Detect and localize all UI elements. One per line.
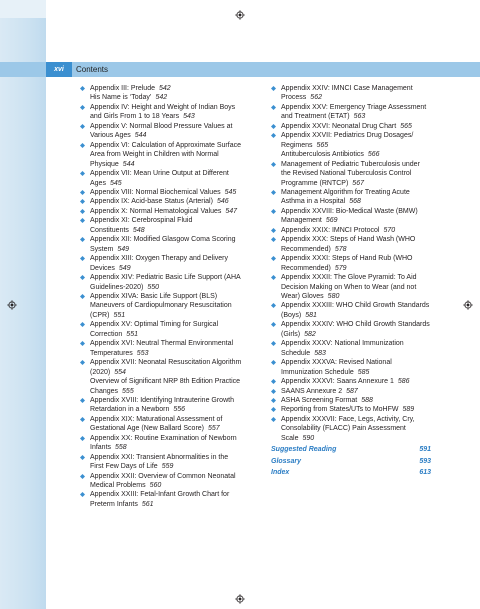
toc-entry-text: Appendix III: Prelude 542 (90, 85, 171, 92)
toc-entry[interactable] (80, 197, 266, 206)
toc-entry[interactable] (271, 405, 466, 414)
toc-page-number: 549 (117, 245, 130, 253)
toc-entry-text: Recommended) 578 (281, 245, 347, 253)
toc-entry-text: (CPR) 551 (90, 311, 126, 319)
diamond-bullet-icon (80, 360, 85, 365)
toc-page-number: 545 (224, 188, 237, 196)
diamond-bullet-icon (271, 398, 276, 403)
toc-entry[interactable] (271, 207, 466, 226)
toc-page-number: 561 (141, 500, 154, 508)
toc-page-number: 569 (325, 217, 338, 225)
side-band-gradient (0, 18, 46, 609)
diamond-bullet-icon (271, 133, 276, 138)
toc-page-number: 587 (346, 387, 358, 395)
toc-entry-text: First Few Days of Life 559 (90, 463, 174, 471)
toc-page-number: 590 (302, 434, 315, 442)
diamond-bullet-icon (80, 218, 85, 223)
toc-page-number: 566 (367, 151, 380, 159)
toc-entry[interactable] (80, 188, 266, 197)
diamond-bullet-icon (271, 275, 276, 280)
toc-page-number: 559 (161, 463, 174, 471)
toc-entry-text: Appendix IX: Acid-base Status (Arterial) 546 (90, 198, 229, 206)
toc-entry-text: Consolability (FLACC) Pain Assessment (281, 425, 406, 433)
page-number: xvi (46, 62, 72, 77)
diamond-bullet-icon (80, 105, 85, 110)
toc-entry-text: Retardation in a Newborn 556 (90, 406, 186, 414)
toc-entry-text: Management Algorithm for Treating Acute (281, 188, 410, 196)
toc-entry-text: Medical Problems 560 (90, 482, 162, 490)
toc-entry[interactable] (80, 169, 266, 188)
diamond-bullet-icon (80, 455, 85, 460)
diamond-bullet-icon (271, 322, 276, 327)
toc-entry[interactable] (80, 273, 266, 292)
toc-entry-text: Recommended) 579 (281, 264, 347, 272)
toc-entry[interactable] (271, 387, 466, 396)
toc-entry[interactable] (80, 84, 266, 103)
diamond-bullet-icon (271, 389, 276, 394)
toc-page-number: 550 (147, 283, 159, 291)
toc-entry[interactable] (80, 434, 266, 453)
toc-page-number: 555 (122, 387, 134, 395)
toc-entry-text: System 549 (90, 245, 130, 253)
toc-entry[interactable] (271, 396, 466, 405)
toc-entry-text: Appendix XXI: Transient Abnormalities in the (90, 453, 229, 461)
diamond-bullet-icon (271, 124, 276, 129)
toc-entry[interactable] (80, 490, 266, 509)
toc-entry[interactable] (80, 292, 266, 320)
toc-entry-text: Schedule 583 (281, 349, 326, 357)
diamond-bullet-icon (80, 209, 85, 214)
toc-page-number: 588 (361, 396, 373, 404)
toc-entry-text: Appendix XXVIII: Bio-Medical Waste (BMW) (281, 207, 418, 215)
toc-page-number: 542 (155, 94, 168, 102)
diamond-bullet-icon (271, 209, 276, 214)
toc-entry-text: Management 569 (281, 217, 338, 225)
toc-entry-text: Appendix XIII: Oxygen Therapy and Delivery (90, 255, 229, 263)
registration-mark-icon (235, 594, 245, 604)
toc-entry[interactable] (271, 339, 466, 358)
diamond-bullet-icon (271, 237, 276, 242)
toc-entry-text: Decision Making on When to Wear (and not (281, 283, 417, 291)
toc-page-number: 556 (173, 406, 186, 414)
toc-entry[interactable] (80, 122, 266, 141)
toc-entry[interactable] (271, 160, 466, 188)
diamond-bullet-icon (80, 492, 85, 497)
toc-entry[interactable] (80, 141, 266, 169)
toc-entry-text: Appendix VI: Calculation of Approximate Surface (90, 141, 241, 149)
diamond-bullet-icon (80, 474, 85, 479)
toc-entry-text: Appendix XXVII: Pediatrics Drug Dosages/ (281, 132, 414, 140)
toc-special-page: 593 (419, 457, 431, 465)
toc-entry-text: Physique 544 (90, 160, 135, 168)
toc-entry[interactable] (271, 377, 466, 386)
diamond-bullet-icon (271, 379, 276, 384)
toc-entry-text: Appendix XXXV: National Immunization (281, 340, 404, 348)
toc-entry-text: Appendix VII: Mean Urine Output at Different (90, 170, 229, 178)
toc-entry-text: Appendix IV: Height and Weight of Indian Boys (90, 103, 236, 111)
toc-entry-text: Temperatures 553 (90, 349, 149, 357)
toc-entry-text: Programme (RNTCP) 567 (281, 179, 364, 187)
header-band (0, 62, 480, 77)
toc-special-entry[interactable] (271, 468, 431, 477)
toc-special-entry[interactable] (271, 445, 431, 454)
toc-entry[interactable] (271, 226, 466, 235)
diamond-bullet-icon (80, 275, 85, 280)
toc-page-number: 580 (327, 292, 340, 300)
toc-page-number: 544 (134, 132, 147, 140)
toc-entry-text: Preterm Infants 561 (90, 500, 154, 508)
toc-entry[interactable] (271, 84, 466, 103)
toc-entry-text: Area from Weight in Children with Normal (90, 151, 219, 159)
toc-entry-text: (Girls) 582 (281, 330, 316, 338)
toc-page-number: 560 (149, 482, 162, 490)
diamond-bullet-icon (80, 256, 85, 261)
toc-special-label: Suggested Reading (271, 446, 337, 454)
toc-entry-text: Process 562 (281, 94, 322, 102)
diamond-bullet-icon (80, 190, 85, 195)
diamond-bullet-icon (271, 228, 276, 233)
toc-entry-text: and Treatment (ETAT) 563 (281, 113, 366, 121)
diamond-bullet-icon (271, 162, 276, 167)
toc-page-number: 565 (316, 141, 329, 149)
toc-page-number: 551 (126, 330, 138, 338)
toc-entry-text: Appendix XXXIII: WHO Child Growth Standards (281, 302, 430, 310)
toc-page-number: 543 (183, 113, 195, 121)
toc-entry-subtext: Antituberculosis Antibiotics 566 (281, 151, 380, 159)
toc-entry-text: (2020) 554 (90, 368, 126, 376)
toc-entry[interactable] (271, 254, 466, 273)
toc-entry-text: ASHA Screening Format 588 (281, 396, 373, 404)
toc-entry-text: Appendix XXIII: Fetal-Infant Growth Chart for (90, 491, 230, 499)
toc-entry-text: Wear) Gloves 580 (281, 292, 340, 300)
toc-entry-text: Appendix V: Normal Blood Pressure Values at (90, 122, 233, 130)
toc-special-label: Glossary (271, 457, 301, 465)
toc-page-number: 582 (304, 330, 316, 338)
toc-page-number: 542 (159, 85, 171, 92)
toc-entry-subtext: His Name is ‘Today’ 542 (90, 94, 168, 102)
diamond-bullet-icon (271, 303, 276, 308)
toc-entry-subtext: Overview of Significant NRP 8th Edition Practice (90, 378, 241, 386)
toc-entry-text: Regimens 565 (281, 141, 329, 149)
toc-entry[interactable] (80, 396, 266, 415)
toc-entry-text: Appendix XII: Modified Glasgow Coma Scoring (90, 236, 236, 244)
diamond-bullet-icon (80, 124, 85, 129)
toc-page-number: 546 (216, 198, 229, 206)
toc-entry-text: Maneuvers of Cardiopulmonary Resuscitation (90, 302, 232, 310)
toc-entry[interactable] (80, 103, 266, 122)
diamond-bullet-icon (271, 407, 276, 412)
toc-page-number: 585 (357, 368, 370, 376)
toc-entry-text: Appendix XXXIV: WHO Child Growth Standards (281, 321, 430, 329)
toc-page-number: 589 (402, 406, 415, 414)
toc-page-number: 545 (109, 179, 122, 187)
toc-entry[interactable] (271, 301, 466, 320)
registration-mark-icon (235, 10, 245, 20)
toc-page-number: 583 (314, 349, 326, 357)
diamond-bullet-icon (271, 360, 276, 365)
toc-page-number: 567 (352, 179, 364, 187)
toc-entry-text: Appendix XXX: Steps of Hand Wash (WHO (281, 236, 416, 244)
toc-entry[interactable] (80, 207, 266, 216)
diamond-bullet-icon (80, 417, 85, 422)
toc-entry-text: Appendix XXXII: The Glove Pyramid: To Aid (281, 274, 417, 282)
toc-entry-text: Correction 551 (90, 330, 138, 338)
toc-page-number: 579 (334, 264, 347, 272)
diamond-bullet-icon (80, 143, 85, 148)
toc-page-number: 548 (132, 226, 145, 234)
toc-entry-text: Appendix XXXVI: Saans Annexure 1 586 (281, 378, 410, 386)
toc-entry-text: Asthma in a Hospital 568 (281, 198, 361, 206)
toc-page-number: 570 (383, 226, 396, 234)
page-title: Contents (76, 65, 109, 74)
toc-entry[interactable] (271, 320, 466, 339)
toc-entry[interactable] (80, 235, 266, 254)
toc-entry[interactable] (80, 216, 266, 235)
toc-entry-text: Appendix XIVA: Basic Life Support (BLS) (90, 292, 218, 300)
toc-special-entry[interactable] (271, 457, 431, 466)
toc-page-number: 565 (400, 122, 412, 130)
toc-entry-text: Guidelines-2020) 550 (90, 283, 159, 291)
toc-page-number: 553 (136, 349, 149, 357)
diamond-bullet-icon (80, 398, 85, 403)
toc-entry[interactable] (271, 235, 466, 254)
diamond-bullet-icon (80, 294, 85, 299)
contents-column-right (271, 84, 466, 478)
toc-entry-text: Immunization Schedule 585 (281, 368, 370, 376)
toc-entry-text: Appendix XXXVII: Face, Legs, Activity, Cry, (281, 415, 415, 423)
toc-entry[interactable] (80, 472, 266, 491)
toc-entry-text: Scale 590 (281, 434, 315, 442)
toc-entry-text: Constituents 548 (90, 226, 145, 234)
toc-entry-text: Appendix XVII: Neonatal Resuscitation Algorithm (90, 359, 242, 367)
toc-entry-text: Appendix XIV: Pediatric Basic Life Support (AHA (90, 274, 241, 282)
toc-entry-text: Appendix XXII: Overview of Common Neonatal (90, 472, 236, 480)
toc-page-number: 563 (353, 113, 366, 121)
toc-page-number: 568 (349, 198, 361, 206)
registration-mark-icon (7, 300, 17, 310)
toc-entry-text: Management of Pediatric Tuberculosis under (281, 160, 420, 168)
toc-special-label: Index (271, 469, 290, 477)
toc-entry-text: Appendix XX: Routine Examination of Newborn (90, 434, 237, 442)
diamond-bullet-icon (80, 436, 85, 441)
toc-entry[interactable] (271, 415, 466, 443)
toc-entry-text: Appendix XVIII: Identifying Intrauterine Growth (90, 396, 234, 404)
toc-entry[interactable] (80, 320, 266, 339)
diamond-bullet-icon (271, 256, 276, 261)
toc-entry[interactable] (271, 188, 466, 207)
diamond-bullet-icon (80, 86, 85, 91)
toc-entry-text: Appendix XI: Cerebrospinal Fluid (90, 217, 193, 225)
toc-entry-text: Appendix X: Normal Hematological Values 547 (90, 207, 238, 215)
toc-entry-text: Appendix XIX: Maturational Assessment of (90, 415, 223, 423)
diamond-bullet-icon (271, 417, 276, 422)
toc-entry-text: Appendix XXVI: Neonatal Drug Chart 565 (281, 122, 412, 130)
toc-entry[interactable] (80, 254, 266, 273)
toc-page-number: 554 (114, 368, 126, 376)
toc-entry[interactable] (80, 358, 266, 396)
toc-entry-text: Appendix XVI: Neutral Thermal Environmental (90, 340, 234, 348)
diamond-bullet-icon (271, 86, 276, 91)
toc-page-number: 581 (305, 311, 317, 319)
toc-entry-text: and Girls From 1 to 18 Years 543 (90, 113, 195, 121)
diamond-bullet-icon (271, 105, 276, 110)
toc-entry-text: Infants 558 (90, 444, 127, 452)
toc-entry-text: Devices 549 (90, 264, 131, 272)
toc-entry-subtext: Changes 555 (90, 387, 134, 395)
toc-page-number: 586 (397, 378, 410, 386)
toc-entry-text: Appendix XXXVA: Revised National (281, 359, 392, 367)
toc-entry-text: Gestational Age (New Ballard Score) 557 (90, 425, 220, 433)
toc-entry[interactable] (80, 339, 266, 358)
toc-special-page: 591 (419, 446, 431, 454)
toc-entry-text: SAANS Annexure 2 587 (281, 387, 358, 395)
diamond-bullet-icon (80, 171, 85, 176)
toc-entry[interactable] (271, 122, 466, 131)
diamond-bullet-icon (80, 237, 85, 242)
toc-entry-text: (Boys) 581 (281, 311, 317, 319)
toc-entry[interactable] (80, 453, 266, 472)
toc-entry-text: Reporting from States/UTs to MoHFW 589 (281, 406, 415, 414)
toc-page-number: 547 (225, 207, 238, 215)
toc-entry-text: Appendix VIII: Normal Biochemical Values 545 (90, 188, 237, 196)
diamond-bullet-icon (80, 341, 85, 346)
contents-column-left (80, 84, 266, 509)
toc-entry[interactable] (271, 273, 466, 301)
toc-entry-text: Various Ages 544 (90, 132, 147, 140)
toc-entry[interactable] (271, 131, 466, 159)
diamond-bullet-icon (271, 190, 276, 195)
diamond-bullet-icon (80, 199, 85, 204)
toc-special-page: 613 (419, 469, 431, 477)
toc-entry[interactable] (271, 358, 466, 377)
toc-entry-text: the Revised National Tuberculosis Control (281, 170, 412, 178)
toc-page-number: 551 (113, 311, 126, 319)
toc-entry-text: Appendix XXXI: Steps of Hand Rub (WHO (281, 255, 413, 263)
toc-page-number: 578 (334, 245, 347, 253)
diamond-bullet-icon (271, 341, 276, 346)
toc-page-number: 549 (118, 264, 131, 272)
toc-entry[interactable] (80, 415, 266, 434)
toc-page-number: 562 (310, 94, 322, 102)
toc-entry-text: Appendix XXIV: IMNCI Case Management (281, 85, 413, 92)
toc-page-number: 544 (122, 160, 135, 168)
toc-page-number: 557 (208, 425, 220, 433)
toc-entry-text: Appendix XXV: Emergency Triage Assessment (281, 103, 427, 111)
toc-entry-text: Appendix XXIX: IMNCI Protocol 570 (281, 226, 396, 234)
toc-entry[interactable] (271, 103, 466, 122)
diamond-bullet-icon (80, 322, 85, 327)
toc-page-number: 558 (115, 444, 127, 452)
toc-entry-text: Ages 545 (90, 179, 122, 187)
toc-entry-text: Appendix XV: Optimal Timing for Surgical (90, 321, 219, 329)
